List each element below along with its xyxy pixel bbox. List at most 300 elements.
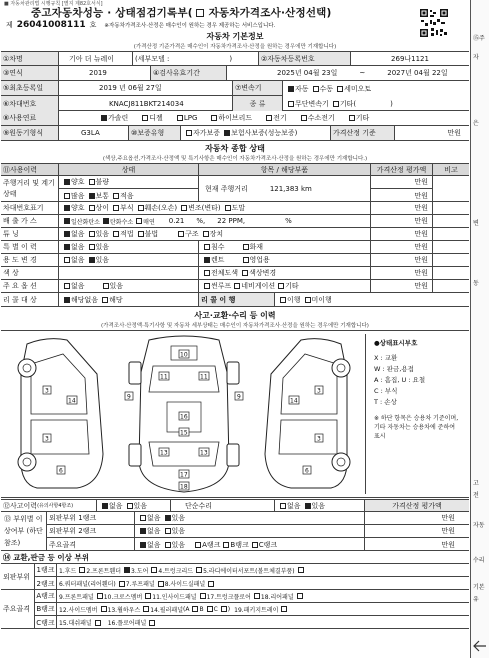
tuning-struct-checkbox[interactable] — [178, 231, 184, 237]
warranty-to: 2027년 04월 22일 — [387, 69, 448, 77]
special-flood: 침수 — [211, 243, 225, 251]
wheel-house-checkbox[interactable] — [143, 606, 149, 612]
exchange-rankB: B랭크 — [35, 603, 57, 616]
fuel-opt-etc: 기타 — [355, 114, 370, 122]
sunroof-checkbox[interactable] — [204, 283, 210, 289]
option-etc: 기타 — [285, 282, 299, 290]
svg-text:14: 14 — [68, 397, 76, 405]
usage-business: 영업용 — [249, 256, 270, 264]
fuel-opt-hydrogen: 수소전기 — [307, 114, 335, 122]
dash-panel-checkbox[interactable] — [95, 620, 101, 626]
price-basis-label: 가격산정 기준 — [331, 126, 395, 140]
recall-options — [59, 293, 199, 306]
color-change-checkbox[interactable] — [242, 270, 248, 276]
odo-bad-checkbox[interactable] — [89, 179, 95, 185]
navi-checkbox[interactable] — [234, 283, 240, 289]
package-tray-checkbox[interactable] — [281, 606, 287, 612]
detail-model — [133, 52, 259, 65]
fuel-lpg-checkbox[interactable] — [177, 115, 183, 121]
trans-options-2 — [283, 96, 469, 111]
frame-none: 없음 — [147, 540, 161, 549]
svg-text:10: 10 — [180, 351, 188, 359]
roof-panel-checkbox[interactable] — [158, 581, 164, 587]
odo-good-checkbox[interactable] — [64, 179, 70, 185]
odo-price-1: 만원 — [371, 176, 433, 189]
simple-none-checkbox[interactable] — [280, 503, 286, 509]
exchange-rank2: 2랭크 — [35, 577, 57, 590]
rent-checkbox[interactable] — [204, 257, 210, 263]
vin-painted-checkbox[interactable] — [225, 205, 231, 211]
trans-close: ) — [390, 99, 393, 108]
color-label: 색 상 — [1, 267, 59, 279]
legend-title: ●상태표시부호 — [374, 339, 418, 347]
warranty-label: ④검사유효기간 — [151, 66, 227, 80]
legend-item-corrosion: C : 부식 — [374, 387, 398, 395]
svg-text:14: 14 — [290, 397, 298, 405]
odo-few: 적음 — [120, 191, 134, 200]
side-sill-checkbox[interactable] — [208, 581, 214, 587]
svg-text:16: 16 — [180, 413, 188, 421]
svg-text:9: 9 — [127, 393, 131, 401]
recall-label: 리 콜 대 상 — [1, 293, 59, 306]
fuel-opt-diesel: 디젤 — [149, 114, 163, 122]
vin-corrosion: 부식 — [120, 204, 134, 212]
col-state: 상태 — [59, 164, 199, 175]
form-topline: ■ 자동차관리법 시행규칙 [별지 제82호서식] — [4, 1, 103, 7]
emission-co-checkbox[interactable] — [64, 218, 70, 224]
odo-good: 양호 — [71, 178, 85, 186]
usage-note — [433, 254, 469, 266]
row-odometer — [1, 176, 469, 202]
odo-current-value: 121,383 km — [269, 184, 312, 193]
pillar-close: ) — [227, 605, 231, 613]
strip-text-1: ⑮주 — [473, 35, 485, 42]
svg-text:18: 18 — [180, 483, 188, 491]
odo-note — [433, 176, 469, 201]
trunk-lid-checkbox[interactable] — [196, 567, 202, 573]
svg-text:13: 13 — [200, 449, 208, 457]
engine-value: G3LA — [59, 126, 129, 140]
form-title — [31, 5, 332, 20]
row-exchange-frame — [1, 590, 469, 629]
document-number-line — [6, 20, 275, 30]
price-survey-checkbox[interactable] — [196, 9, 204, 17]
color-note — [433, 267, 469, 279]
usage-none-checkbox[interactable] — [64, 257, 70, 263]
usage-detail — [199, 254, 371, 266]
frame-none-checkbox[interactable] — [140, 542, 146, 548]
outer1-have-checkbox[interactable] — [165, 515, 171, 521]
year-value: 2019 — [59, 66, 151, 80]
door-checkbox[interactable] — [151, 567, 157, 573]
history-label-text: ⑫사고이력 — [3, 501, 38, 510]
special-have-checkbox[interactable] — [89, 244, 95, 250]
fuel-opt-hybrid: 하이브리드 — [218, 114, 253, 122]
item-package-tray: 19.패키지트레이 — [234, 606, 279, 614]
outer2-have-checkbox[interactable] — [165, 528, 171, 534]
fuel-hybrid-checkbox[interactable] — [211, 115, 217, 121]
row-panel-abnormal — [1, 512, 469, 551]
row-engine — [1, 126, 469, 141]
emission-pm-opt: 매연 — [143, 218, 155, 226]
exchange-rankC: C랭크 — [35, 616, 57, 629]
usage-have-checkbox[interactable] — [89, 257, 95, 263]
row-option — [1, 280, 469, 293]
vin-altered-checkbox[interactable] — [181, 205, 187, 211]
svg-text:17: 17 — [180, 471, 188, 479]
rankA-items — [57, 590, 469, 603]
option-navi: 네비게이션 — [241, 282, 276, 290]
col-detail: 항목 / 해당부품 — [199, 164, 371, 175]
warranty-type-options — [181, 126, 331, 140]
flood-checkbox[interactable] — [204, 244, 210, 250]
emission-pm-unit: % — [285, 217, 292, 225]
row-tuning — [1, 228, 469, 241]
trans-cvt-checkbox[interactable] — [288, 101, 294, 107]
emission-hc-value: 22 PPM, — [217, 217, 246, 225]
simple-none: 없음 — [287, 501, 301, 510]
warranty-tilde: ~ — [359, 69, 366, 77]
detail-model-label: (세부모델 : — [135, 54, 170, 63]
outer1-label: 외판부위 1랭크 — [47, 512, 135, 525]
color-full-paint: 전체도색 — [211, 269, 239, 277]
emission-co-unit: %, — [196, 217, 206, 225]
recall-na: 해당없음 — [71, 295, 99, 304]
outer2-price: 만원 — [365, 525, 469, 538]
history-none-checkbox[interactable] — [102, 503, 108, 509]
warranty-type-label: ⑩보증유형 — [129, 126, 181, 140]
inside-panel-checkbox[interactable] — [200, 593, 206, 599]
price-basis-unit: 만원 — [447, 129, 461, 137]
special-none: 없음 — [71, 243, 85, 251]
radiator-support-checkbox[interactable] — [298, 567, 304, 573]
first-reg-value: 2019 년 06월 27일 — [59, 81, 233, 96]
vin-mark-price: 만원 — [371, 202, 433, 214]
front-fender-checkbox[interactable] — [124, 567, 130, 573]
outer2-options — [135, 525, 365, 538]
fuel-label: ⑧사용연료 — [1, 111, 59, 125]
svg-text:15: 15 — [180, 429, 188, 437]
item-side-member: 12.사이드멤버 — [59, 606, 98, 614]
option-sunroof: 썬루프 — [211, 282, 232, 290]
inspection-record-sheet — [1, 0, 469, 658]
rankC-items — [57, 616, 469, 629]
strip-text-9: 수리 — [473, 557, 485, 564]
basic-info-heading: 자동차 기본정보 — [206, 32, 264, 41]
engine-label: ⑨원동기형식 — [1, 126, 59, 140]
exchange-frame-label: 주요골격 — [1, 590, 35, 628]
title-suffix: 자동차가격조사·산정선택) — [208, 7, 332, 19]
recall-not-done: 미이행 — [311, 295, 332, 304]
pillar-b-checkbox[interactable] — [207, 606, 213, 612]
emission-hc-checkbox[interactable] — [103, 218, 109, 224]
kind-label: 종 류 — [233, 96, 283, 111]
rear-panel-checkbox[interactable] — [297, 593, 303, 599]
item-trunk-lid: 4.트렁크리드 — [158, 567, 194, 575]
frame-price: 만원 — [441, 540, 455, 549]
item-pillar-panel: 14.필러패널 — [150, 606, 183, 614]
fire-checkbox[interactable] — [243, 244, 249, 250]
item-radiator-support: 5.라디에이터서포트(볼트체결부품) — [203, 567, 295, 575]
strip-text-2: 자 — [473, 54, 479, 61]
svg-text:6: 6 — [305, 467, 309, 475]
pillar-b-label: B — [199, 605, 204, 613]
doc-prefix: 제 — [6, 21, 13, 29]
pillar-a-checkbox[interactable] — [192, 606, 198, 612]
tuning-price: 만원 — [371, 228, 433, 240]
strip-text-5: 동 — [473, 280, 479, 287]
tuning-have-checkbox[interactable] — [89, 231, 95, 237]
item-dash-panel: 15.대쉬패널 — [59, 620, 92, 627]
recall-not-done-checkbox[interactable] — [305, 297, 311, 303]
recall-done-options — [275, 293, 469, 306]
outer1-none: 없음 — [147, 514, 161, 522]
exchange-rankA: A랭크 — [35, 590, 57, 603]
special-price: 만원 — [371, 241, 433, 253]
reg-no-value: 269나1121 — [391, 54, 429, 63]
trans-opt-etc: 기타( — [339, 99, 357, 108]
strip-text-7: 전 — [473, 492, 479, 499]
row-vin-mark — [1, 202, 469, 215]
outer1-price: 만원 — [365, 512, 469, 525]
fuel-gasoline-checkbox[interactable] — [101, 115, 107, 121]
overall-heading: 자동차 종합 상태 — [205, 144, 265, 153]
emission-note — [433, 215, 469, 227]
vin-mark-note — [433, 202, 469, 214]
col-usage-history: ⑪사용이력 — [1, 164, 59, 175]
odo-current-label: 현재 주행거리 — [205, 184, 248, 193]
frame-a-checkbox[interactable] — [195, 542, 201, 548]
legend-item-weld: W : 판금,용접 — [374, 365, 414, 373]
doc-number: 26041008111 — [16, 20, 86, 30]
simple-repair-options — [275, 500, 365, 511]
business-checkbox[interactable] — [243, 257, 249, 263]
usage-options — [59, 254, 199, 266]
outer1-none-checkbox[interactable] — [140, 515, 146, 521]
item-front-panel: 9.프론트패널 — [59, 593, 94, 601]
self-warranty: 자가보증 — [193, 129, 221, 137]
warranty-from: 2025년 04월 23일 — [277, 69, 338, 77]
item-wheel-house: 13.휠하우스 — [107, 606, 141, 614]
item-hood: 1.후드 — [59, 567, 77, 575]
recall-na-checkbox[interactable] — [64, 297, 70, 303]
frame-rank-b: B랭크 — [230, 540, 249, 549]
odo-normal-checkbox[interactable] — [89, 193, 95, 199]
legend-item-exchange: X : 교환 — [374, 354, 398, 362]
odo-few-checkbox[interactable] — [113, 193, 119, 199]
floor-panel-checkbox[interactable] — [149, 620, 155, 626]
vin-label: ⑥차대번호 — [1, 96, 59, 111]
odo-current — [199, 176, 371, 201]
simple-repair-label: 단순수리 — [171, 500, 275, 511]
outer1-options — [135, 512, 365, 525]
vin-painted: 도말 — [231, 204, 246, 212]
frame-c-checkbox[interactable] — [252, 542, 258, 548]
strip-text-10: 기본 — [473, 584, 485, 591]
color-price: 만원 — [371, 267, 433, 279]
row-first-reg — [1, 81, 469, 111]
trans-opt-cvt: 무단변속기 — [295, 99, 329, 108]
recall-done-checkbox[interactable] — [280, 297, 286, 303]
outer2-none-checkbox[interactable] — [140, 528, 146, 534]
special-label: 특 별 이 력 — [1, 241, 59, 253]
reg-no-label: ②자동차등록번호 — [259, 52, 351, 65]
special-note — [433, 241, 469, 253]
trans-opt-semi: 세미오토 — [344, 84, 372, 93]
title-prefix: 중고자동차성능 · 상태점검기록부( — [31, 7, 193, 19]
side-member-checkbox[interactable] — [101, 606, 107, 612]
frame-rank-c: C랭크 — [258, 540, 278, 549]
tuning-options — [59, 228, 371, 240]
overall-subnote: (색상,주요옵션,가격조사·산정액 및 특기사항은 매수인이 자동차가격조사·산정을 원하는 경우에만 기재합니다.) — [102, 156, 368, 162]
row-color — [1, 267, 469, 280]
detail-model-close: ) — [229, 54, 233, 63]
outer2-label: 외판부위 2랭크 — [47, 525, 135, 538]
frame-b-checkbox[interactable] — [223, 542, 229, 548]
svg-text:13: 13 — [160, 449, 168, 457]
frame-have-checkbox[interactable] — [165, 542, 171, 548]
recall-done-label: 리 콜 이 행 — [199, 293, 275, 306]
trans-etc-checkbox[interactable] — [333, 101, 339, 107]
item-door: 3.도어 — [131, 567, 149, 575]
car-top-view-icon — [119, 332, 249, 496]
emission-label: 배 출 가 스 — [1, 215, 59, 227]
tuning-legal-checkbox[interactable] — [113, 231, 119, 237]
svg-text:9: 9 — [237, 393, 241, 401]
frame-rank-a: A랭크 — [202, 540, 221, 549]
usage-price: 만원 — [371, 254, 433, 266]
vin-mark-options — [59, 202, 371, 214]
accident-heading: 사고·교환·수리 등 이력 — [194, 311, 276, 320]
outer2-none: 없음 — [147, 527, 161, 535]
tuning-none-checkbox[interactable] — [64, 231, 70, 237]
special-options — [59, 241, 199, 253]
special-detail — [199, 241, 371, 253]
trans-opt-auto: 자동 — [295, 84, 309, 93]
full-paint-checkbox[interactable] — [204, 270, 210, 276]
tuning-label: 튜 닝 — [1, 228, 59, 240]
cross-member-checkbox[interactable] — [145, 593, 151, 599]
fuel-hydrogen-checkbox[interactable] — [301, 115, 307, 121]
legend-note: ※ 하단 항목은 승용차 기준이며, 기타 자동차는 승용차에 준하여 표시 — [374, 415, 459, 440]
usage-rent: 렌트 — [211, 256, 225, 264]
col-note: 비고 — [433, 164, 469, 175]
history-have: 있음 — [133, 501, 148, 510]
history-have-checkbox[interactable] — [127, 503, 133, 509]
recall-target: 해당 — [109, 295, 123, 304]
fuel-electric-checkbox[interactable] — [266, 115, 272, 121]
vin-good-checkbox[interactable] — [64, 205, 70, 211]
fuel-etc-checkbox[interactable] — [349, 115, 355, 121]
insurer-warranty-checkbox[interactable] — [224, 130, 230, 136]
item-quarter-panel: 6.쿼터패널(리어휀더) — [59, 581, 116, 588]
vin-corrosion-checkbox[interactable] — [113, 205, 119, 211]
warranty-period — [227, 66, 469, 80]
special-none-checkbox[interactable] — [64, 244, 70, 250]
item-trunk-floor: 17.트렁크플로어 — [206, 593, 251, 601]
doc-suffix: 호 — [89, 21, 97, 29]
rank2-items — [57, 577, 469, 590]
outer1-have: 있음 — [171, 514, 186, 522]
simple-have-checkbox[interactable] — [305, 503, 311, 509]
back-arrow-icon[interactable] — [473, 640, 487, 652]
tuning-illegal-checkbox[interactable] — [138, 231, 144, 237]
emission-pm-checkbox[interactable] — [136, 218, 142, 224]
tuning-none: 없음 — [71, 230, 85, 238]
vin-damage-checkbox[interactable] — [138, 205, 144, 211]
status-legend — [365, 334, 463, 494]
option-price: 만원 — [371, 280, 433, 292]
first-reg-label: ⑤최초등록일 — [1, 81, 59, 96]
trans-opt-manual: 수동 — [319, 84, 334, 93]
tuning-device-checkbox[interactable] — [203, 231, 209, 237]
trunk-floor-checkbox[interactable] — [254, 593, 260, 599]
tuning-device: 장치 — [209, 230, 224, 238]
odo-many: 많음 — [71, 191, 85, 200]
tuning-illegal: 불법 — [144, 230, 159, 238]
item-roof-panel: 7.루프패널 — [125, 581, 155, 588]
option-have-checkbox[interactable] — [103, 283, 109, 289]
row-exchange-heading — [1, 551, 469, 564]
front-panel-checkbox[interactable] — [97, 593, 103, 599]
recall-target-checkbox[interactable] — [102, 297, 108, 303]
fuel-diesel-checkbox[interactable] — [142, 115, 148, 121]
trans-semi-checkbox[interactable] — [337, 86, 343, 92]
item-inside-panel: 11.인사이드패널 — [152, 593, 197, 601]
vin-damage: 훼손(오손) — [144, 204, 178, 212]
quarter-panel-checkbox[interactable] — [119, 581, 125, 587]
row-accident-history — [1, 499, 469, 512]
trans-manual-checkbox[interactable] — [313, 86, 319, 92]
trans-auto-checkbox[interactable] — [288, 86, 294, 92]
year-label: ③연식 — [1, 66, 59, 80]
option-etc-checkbox[interactable] — [278, 283, 284, 289]
option-have: 있음 — [109, 282, 124, 290]
vin-diff-checkbox[interactable] — [89, 205, 95, 211]
hood-checkbox[interactable] — [79, 567, 85, 573]
strip-text-11: 유 — [473, 596, 479, 603]
row-fuel — [1, 111, 469, 126]
usage-label: 용 도 변 경 — [1, 254, 59, 266]
self-warranty-checkbox[interactable] — [186, 130, 192, 136]
trans-options — [283, 81, 469, 96]
row-exchange-outer — [1, 564, 469, 590]
option-state — [59, 280, 199, 292]
item-floor-panel: 16.플로어패널 — [107, 620, 147, 627]
simple-have: 있음 — [311, 501, 326, 510]
basic-info-subnote: (가격산정 기준가격은 매수인이 자동차가격조사·산정을 원하는 경우에만 기재합니다) — [133, 44, 337, 50]
odo-state-2 — [59, 189, 199, 202]
svg-text:6: 6 — [59, 467, 63, 475]
doc-note: ※자동차가격조사·산정은 매수인이 원하는 경우 제공하는 서비스입니다. — [104, 23, 276, 29]
strip-text-4: 변 — [473, 220, 479, 227]
item-side-sill: 8.사이드실패널 — [164, 581, 206, 588]
trans-label: ⑦변속기 — [233, 81, 283, 96]
strip-text-6: 고 — [473, 480, 479, 487]
odo-many-checkbox[interactable] — [64, 193, 70, 199]
tuning-struct: 구조 — [185, 230, 199, 238]
fuel-opt-lpg: LPG — [183, 114, 198, 122]
option-none-checkbox[interactable] — [64, 283, 70, 289]
adjacent-page-strip — [470, 0, 489, 658]
pillar-c-checkbox[interactable] — [221, 606, 227, 612]
option-note — [433, 280, 469, 292]
usage-have: 있음 — [95, 256, 110, 264]
strip-text-3: 은 — [473, 120, 479, 127]
row-year — [1, 66, 469, 81]
item-cross-member: 10.크로스멤버 — [103, 593, 143, 601]
car-name-label: ①차명 — [1, 52, 59, 65]
